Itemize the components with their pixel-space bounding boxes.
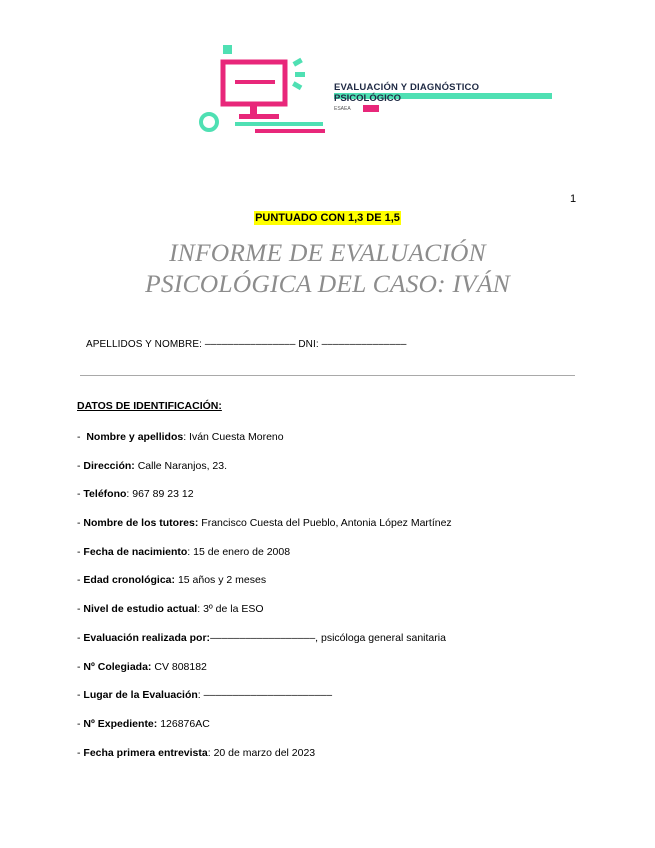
field-row	[77, 460, 452, 489]
field-row	[77, 431, 452, 460]
field-row	[77, 488, 452, 517]
field-row	[77, 718, 452, 747]
field-value: 967 89 23 12	[132, 488, 194, 501]
field-separator: :	[207, 746, 214, 759]
identification-fields	[77, 431, 452, 775]
logo-title: EVALUACIÓN Y DIAGNÓSTICO	[334, 82, 480, 93]
field-value: 15 de enero de 2008	[193, 545, 291, 558]
logo-ray	[292, 81, 302, 90]
logo-ray	[295, 72, 305, 77]
field-separator: :	[187, 545, 194, 558]
field-bullet: -	[77, 488, 84, 501]
field-row	[77, 747, 452, 776]
field-label: Edad cronológica:	[83, 574, 176, 587]
report-title	[0, 237, 655, 299]
report-title-line2: PSICOLÓGICA DEL CASO: IVÁN	[145, 269, 510, 298]
logo-small-text: ESAEA	[334, 106, 351, 112]
field-row	[77, 546, 452, 575]
logo-circle	[201, 114, 217, 130]
logo-bar-pink	[363, 105, 379, 112]
logo-subtitle: PSICOLÓGICO	[334, 93, 402, 104]
field-value: 15 años y 2 meses	[177, 574, 267, 587]
divider	[80, 375, 575, 376]
page-number: 1	[570, 193, 577, 205]
field-bullet: -	[77, 459, 84, 472]
field-label: Fecha de nacimiento	[83, 545, 188, 558]
section-heading: DATOS DE IDENTIFICACIÓN:	[77, 400, 222, 412]
field-row	[77, 603, 452, 632]
field-row	[77, 689, 452, 718]
logo-monitor-base	[239, 114, 279, 119]
field-bullet: -	[77, 574, 84, 587]
logo-bar	[255, 129, 325, 133]
report-title-line1: INFORME DE EVALUACIÓN	[169, 238, 486, 267]
field-separator: :	[197, 689, 204, 702]
field-separator: :	[126, 488, 133, 501]
field-label: Fecha primera entrevista	[83, 746, 208, 759]
field-label: Nº Expediente:	[83, 717, 158, 730]
logo-bar	[235, 122, 323, 126]
field-separator: :	[197, 603, 204, 616]
field-separator: :	[183, 431, 190, 443]
field-value: Francisco Cuesta del Pueblo, Antonia López Martínez	[201, 517, 452, 530]
field-bullet: -	[77, 603, 84, 616]
field-bullet: -	[77, 431, 87, 443]
logo-ray	[293, 58, 303, 67]
field-row	[77, 574, 452, 603]
field-value: Iván Cuesta Moreno	[189, 431, 284, 443]
field-label: Evaluación realizada por:	[83, 631, 211, 644]
logo-square-teal	[223, 45, 232, 54]
field-value: CV 808182	[154, 660, 207, 673]
grade-highlight: PUNTUADO CON 1,3 DE 1,5	[255, 212, 400, 224]
field-label: Nivel de estudio actual	[83, 603, 198, 616]
field-label: Nombre y apellidos	[86, 431, 184, 443]
field-row	[77, 632, 452, 661]
field-label: Nombre de los tutores:	[83, 517, 199, 530]
field-bullet: -	[77, 517, 84, 530]
field-value: 126876AC	[160, 717, 210, 730]
field-value: 20 de marzo del 2023	[213, 746, 316, 759]
logo-monitor-line	[235, 80, 275, 84]
field-bullet: -	[77, 717, 84, 730]
field-label: Dirección:	[83, 459, 135, 472]
field-label: Nº Colegiada:	[83, 660, 152, 673]
field-bullet: -	[77, 660, 84, 673]
field-value: Calle Naranjos, 23.	[137, 459, 227, 472]
field-label: Teléfono	[83, 488, 127, 501]
field-value: ––––––––––––––––––––––	[203, 689, 333, 702]
field-label: Lugar de la Evaluación	[83, 689, 198, 702]
grade-banner	[0, 208, 655, 226]
field-row	[77, 661, 452, 690]
field-bullet: -	[77, 545, 84, 558]
field-row	[77, 517, 452, 546]
field-bullet: -	[77, 746, 84, 759]
field-bullet: -	[77, 689, 84, 702]
field-bullet: -	[77, 631, 84, 644]
field-value: ––––––––––––––––––, psicóloga general sanitaria	[210, 631, 446, 644]
student-id-line: APELLIDOS Y NOMBRE: –––––––––––––––– DNI: –––––––––––––––	[86, 339, 407, 350]
field-value: 3º de la ESO	[203, 603, 264, 616]
